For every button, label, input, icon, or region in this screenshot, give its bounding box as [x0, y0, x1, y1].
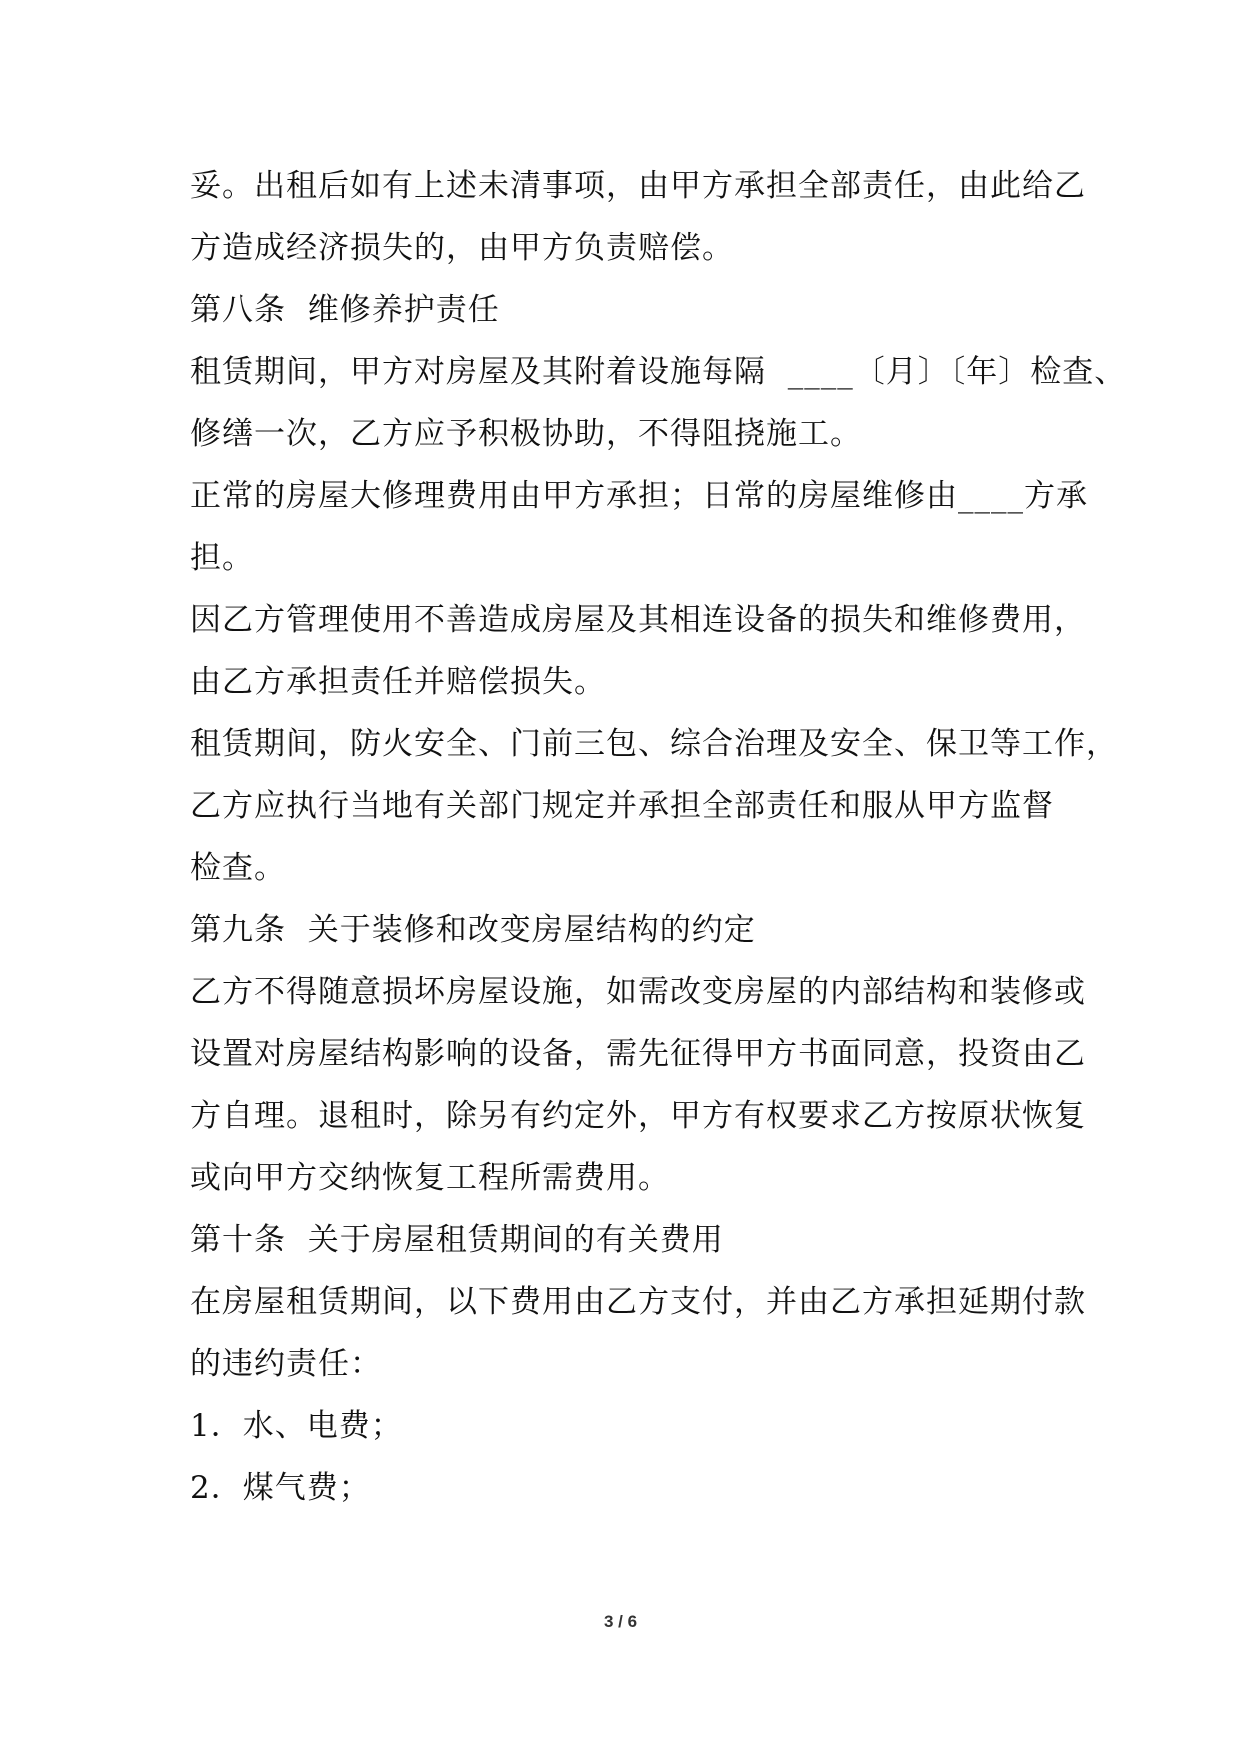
text-line: 由乙方承担责任并赔偿损失。: [190, 664, 606, 700]
list-item: 1．水、电费；: [190, 1408, 403, 1444]
page-number: 3 / 6: [603, 1612, 638, 1631]
text-line: 乙方不得随意损坏房屋设施，如需改变房屋的内部结构和装修或: [190, 974, 1086, 1010]
text-line: 的违约责任：: [190, 1346, 382, 1382]
text-line: 租赁期间，甲方对房屋及其附着设施每隔 ____〔月〕〔年〕检查、: [190, 354, 1127, 390]
text-line: 乙方应执行当地有关部门规定并承担全部责任和服从甲方监督: [190, 788, 1054, 824]
text-line: 正常的房屋大修理费用由甲方承担；日常的房屋维修由____方承: [190, 478, 1088, 514]
text-line: 妥。出租后如有上述未清事项，由甲方承担全部责任，由此给乙: [190, 168, 1086, 204]
text-line: 设置对房屋结构影响的设备，需先征得甲方书面同意，投资由乙: [190, 1036, 1086, 1072]
text-line: 租赁期间，防火安全、门前三包、综合治理及安全、保卫等工作，: [190, 726, 1118, 762]
text-line: 方自理。退租时，除另有约定外，甲方有权要求乙方按原状恢复: [190, 1098, 1086, 1134]
section-heading-9: 第九条 关于装修和改变房屋结构的约定: [190, 912, 756, 948]
text-line: 因乙方管理使用不善造成房屋及其相连设备的损失和维修费用，: [190, 602, 1086, 638]
text-line: 或向甲方交纳恢复工程所需费用。: [190, 1160, 670, 1196]
document-body: [190, 155, 1127, 1519]
section-heading-10: 第十条 关于房屋租赁期间的有关费用: [190, 1222, 724, 1258]
text-line: 修缮一次，乙方应予积极协助，不得阻挠施工。: [190, 416, 862, 452]
text-line: 方造成经济损失的，由甲方负责赔偿。: [190, 230, 734, 266]
text-line: 在房屋租赁期间，以下费用由乙方支付，并由乙方承担延期付款: [190, 1284, 1086, 1320]
text-line: 担。: [190, 540, 254, 576]
section-heading-8: 第八条 维修养护责任: [190, 292, 500, 328]
list-item: 2．煤气费；: [190, 1470, 371, 1506]
text-line: 检查。: [190, 850, 286, 886]
